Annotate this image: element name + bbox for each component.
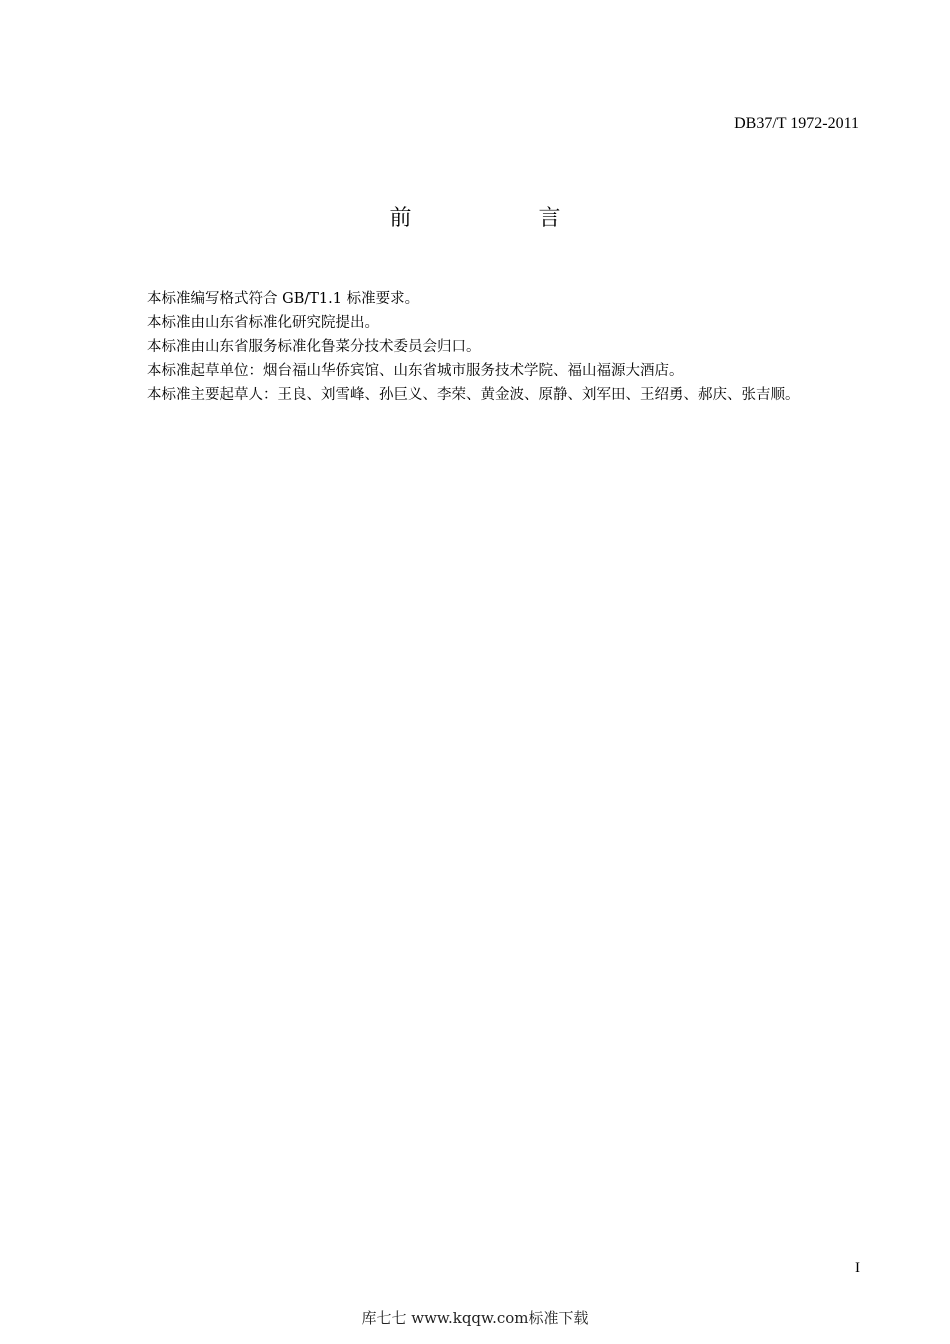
paragraph-format: 本标准编写格式符合 GB/T1.1 标准要求。 [147,291,420,307]
foreword-body [113,287,859,407]
paragraph-drafters: 本标准主要起草人：王良、刘雪峰、孙巨义、李荣、黄金波、原静、刘军田、王绍勇、郝庆、张吉顺。 [147,387,800,403]
page-number: I [855,1260,860,1276]
footer-watermark-text: 库七七 www.kqqw.com标准下载 [361,1309,589,1327]
paragraph-committee: 本标准由山东省服务标准化鲁菜分技术委员会归口。 [147,339,481,355]
section-title: 前 言 [389,206,621,231]
document-code: DB37/T 1972-2011 [734,115,859,132]
paragraph-drafting-units: 本标准起草单位：烟台福山华侨宾馆、山东省城市服务技术学院、福山福源大酒店。 [147,363,684,379]
paragraph-proposer: 本标准由山东省标准化研究院提出。 [147,315,379,331]
